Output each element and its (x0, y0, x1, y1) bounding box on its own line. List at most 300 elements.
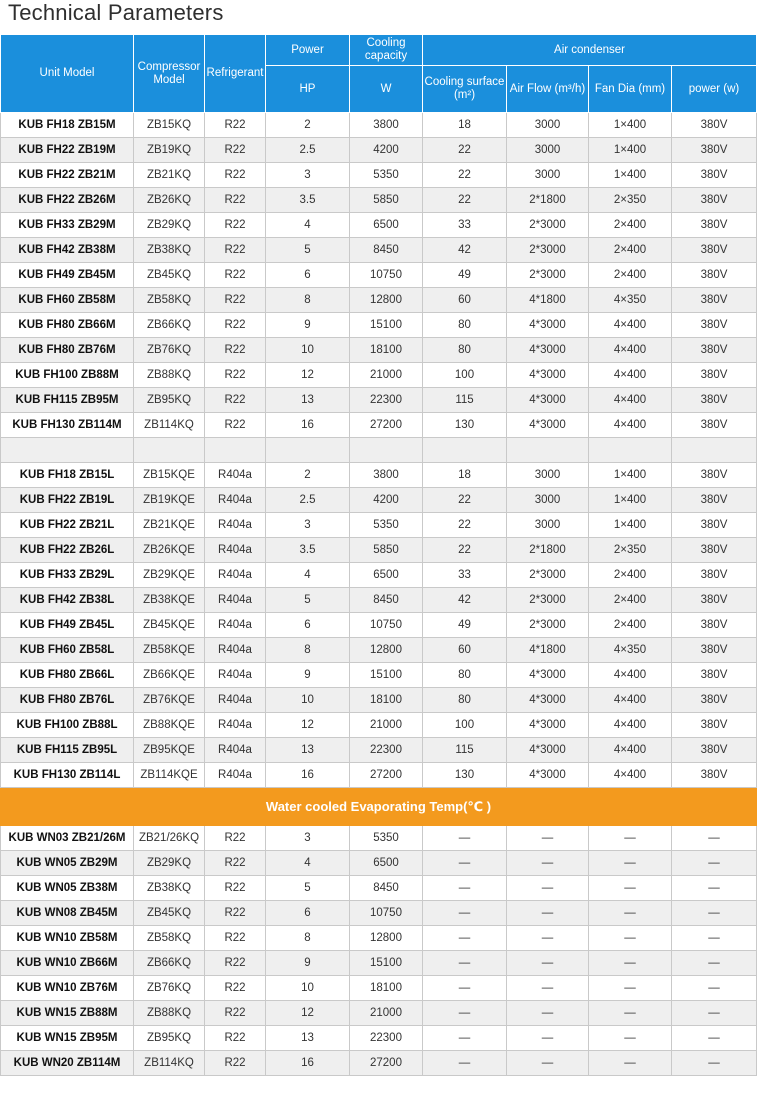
spacer-cell (205, 438, 266, 463)
table-row (1, 338, 757, 363)
cell-power-voltage: 380V (672, 763, 757, 788)
cell-fan-dia: — (589, 876, 672, 901)
cell-refrigerant: R22 (205, 1001, 266, 1026)
cell-compressor-model: ZB38KQ (134, 876, 205, 901)
cell-unit-model: KUB FH115 ZB95M (1, 388, 134, 413)
cell-power-voltage: 380V (672, 138, 757, 163)
section-banner-row (1, 788, 757, 826)
cell-power-hp: 3 (266, 826, 350, 851)
table-row (1, 388, 757, 413)
cell-fan-dia: 4×400 (589, 313, 672, 338)
cell-refrigerant: R22 (205, 163, 266, 188)
cell-power-hp: 4 (266, 563, 350, 588)
cell-air-flow: 3000 (507, 113, 589, 138)
cell-unit-model: KUB FH18 ZB15L (1, 463, 134, 488)
cell-cooling-surface: 49 (423, 263, 507, 288)
technical-parameters-table (0, 34, 757, 1076)
cell-refrigerant: R22 (205, 851, 266, 876)
cell-compressor-model: ZB88KQ (134, 363, 205, 388)
table-row (1, 851, 757, 876)
cell-fan-dia: — (589, 901, 672, 926)
cell-compressor-model: ZB45KQE (134, 613, 205, 638)
header-unit-model: Unit Model (1, 35, 134, 113)
header-fan-dia: Fan Dia (mm) (589, 66, 672, 113)
cell-power-hp: 3.5 (266, 188, 350, 213)
cell-fan-dia: 1×400 (589, 163, 672, 188)
cell-refrigerant: R404a (205, 613, 266, 638)
cell-power-hp: 3.5 (266, 538, 350, 563)
cell-power-voltage: 380V (672, 563, 757, 588)
page-title: Technical Parameters (8, 0, 224, 25)
cell-air-flow: 2*3000 (507, 563, 589, 588)
cell-cooling-capacity-w: 6500 (350, 213, 423, 238)
cell-cooling-capacity-w: 8450 (350, 238, 423, 263)
cell-unit-model: KUB FH22 ZB21L (1, 513, 134, 538)
cell-fan-dia: 1×400 (589, 138, 672, 163)
cell-air-flow: 2*3000 (507, 263, 589, 288)
table-row (1, 413, 757, 438)
cell-power-voltage: 380V (672, 313, 757, 338)
cell-unit-model: KUB FH80 ZB66M (1, 313, 134, 338)
cell-power-voltage: 380V (672, 363, 757, 388)
cell-compressor-model: ZB29KQE (134, 563, 205, 588)
cell-power-hp: 2.5 (266, 488, 350, 513)
spacer-row (1, 438, 757, 463)
cell-unit-model: KUB WN20 ZB114M (1, 1051, 134, 1076)
cell-power-voltage: — (672, 876, 757, 901)
cell-unit-model: KUB FH115 ZB95L (1, 738, 134, 763)
cell-cooling-surface: 18 (423, 113, 507, 138)
cell-cooling-capacity-w: 22300 (350, 738, 423, 763)
table-row (1, 1051, 757, 1076)
cell-power-hp: 16 (266, 413, 350, 438)
cell-fan-dia: 1×400 (589, 513, 672, 538)
table-row (1, 638, 757, 663)
cell-power-voltage: 380V (672, 238, 757, 263)
cell-refrigerant: R404a (205, 638, 266, 663)
cell-power-hp: 8 (266, 288, 350, 313)
cell-cooling-capacity-w: 5350 (350, 163, 423, 188)
cell-compressor-model: ZB66KQ (134, 313, 205, 338)
cell-power-hp: 12 (266, 363, 350, 388)
cell-compressor-model: ZB114KQ (134, 413, 205, 438)
table-row (1, 1026, 757, 1051)
cell-cooling-surface: 22 (423, 163, 507, 188)
cell-refrigerant: R404a (205, 688, 266, 713)
cell-refrigerant: R404a (205, 563, 266, 588)
table-row (1, 238, 757, 263)
cell-power-hp: 13 (266, 1026, 350, 1051)
cell-power-voltage: 380V (672, 588, 757, 613)
table-row (1, 1001, 757, 1026)
cell-cooling-surface: 33 (423, 213, 507, 238)
cell-air-flow: 2*1800 (507, 538, 589, 563)
table-row (1, 738, 757, 763)
cell-refrigerant: R22 (205, 288, 266, 313)
cell-power-voltage: 380V (672, 213, 757, 238)
cell-air-flow: 3000 (507, 138, 589, 163)
cell-compressor-model: ZB58KQ (134, 926, 205, 951)
cell-power-hp: 9 (266, 951, 350, 976)
cell-unit-model: KUB FH60 ZB58M (1, 288, 134, 313)
cell-air-flow: 3000 (507, 513, 589, 538)
cell-power-hp: 13 (266, 388, 350, 413)
cell-cooling-surface: 115 (423, 388, 507, 413)
cell-air-flow: 4*3000 (507, 363, 589, 388)
cell-cooling-capacity-w: 10750 (350, 901, 423, 926)
cell-power-hp: 10 (266, 688, 350, 713)
table-row (1, 563, 757, 588)
cell-refrigerant: R22 (205, 413, 266, 438)
cell-cooling-capacity-w: 27200 (350, 1051, 423, 1076)
table-row (1, 763, 757, 788)
cell-fan-dia: — (589, 826, 672, 851)
table-row (1, 488, 757, 513)
cell-power-hp: 4 (266, 851, 350, 876)
cell-fan-dia: 4×400 (589, 413, 672, 438)
cell-refrigerant: R22 (205, 213, 266, 238)
table-body (1, 113, 757, 1076)
table-row (1, 951, 757, 976)
cell-unit-model: KUB FH22 ZB26L (1, 538, 134, 563)
cell-power-voltage: 380V (672, 513, 757, 538)
cell-refrigerant: R404a (205, 538, 266, 563)
cell-fan-dia: 4×400 (589, 688, 672, 713)
cell-air-flow: — (507, 1026, 589, 1051)
cell-air-flow: 3000 (507, 463, 589, 488)
cell-power-hp: 6 (266, 613, 350, 638)
header-cooling-capacity: Cooling capacity (350, 35, 423, 66)
table-row (1, 926, 757, 951)
cell-unit-model: KUB FH80 ZB76L (1, 688, 134, 713)
cell-unit-model: KUB FH22 ZB26M (1, 188, 134, 213)
cell-refrigerant: R22 (205, 363, 266, 388)
cell-fan-dia: 4×400 (589, 763, 672, 788)
cell-air-flow: — (507, 851, 589, 876)
cell-fan-dia: — (589, 1051, 672, 1076)
cell-cooling-capacity-w: 4200 (350, 138, 423, 163)
table-row (1, 663, 757, 688)
cell-refrigerant: R22 (205, 976, 266, 1001)
cell-cooling-surface: — (423, 951, 507, 976)
cell-compressor-model: ZB76KQ (134, 338, 205, 363)
cell-unit-model: KUB FH49 ZB45L (1, 613, 134, 638)
table-row (1, 163, 757, 188)
cell-power-voltage: 380V (672, 288, 757, 313)
table-row (1, 688, 757, 713)
cell-air-flow: 2*3000 (507, 588, 589, 613)
cell-power-hp: 6 (266, 263, 350, 288)
section-banner: Water cooled Evaporating Temp(℃ ) (1, 788, 757, 826)
table-row (1, 213, 757, 238)
cell-refrigerant: R22 (205, 1051, 266, 1076)
cell-power-voltage: 380V (672, 613, 757, 638)
cell-compressor-model: ZB88KQ (134, 1001, 205, 1026)
cell-cooling-surface: — (423, 1051, 507, 1076)
cell-cooling-surface: 22 (423, 488, 507, 513)
header-refrigerant: Refrigerant (205, 35, 266, 113)
cell-air-flow: 4*3000 (507, 663, 589, 688)
table-row (1, 513, 757, 538)
cell-air-flow: 2*3000 (507, 613, 589, 638)
cell-compressor-model: ZB19KQE (134, 488, 205, 513)
spacer-cell (589, 438, 672, 463)
cell-power-voltage: 380V (672, 488, 757, 513)
cell-cooling-capacity-w: 15100 (350, 951, 423, 976)
cell-unit-model: KUB WN05 ZB38M (1, 876, 134, 901)
cell-compressor-model: ZB45KQ (134, 263, 205, 288)
cell-air-flow: — (507, 951, 589, 976)
header-power: Power (266, 35, 350, 66)
cell-cooling-surface: 115 (423, 738, 507, 763)
cell-compressor-model: ZB95KQE (134, 738, 205, 763)
cell-fan-dia: — (589, 1001, 672, 1026)
cell-compressor-model: ZB29KQ (134, 851, 205, 876)
cell-cooling-surface: 42 (423, 588, 507, 613)
cell-unit-model: KUB FH42 ZB38M (1, 238, 134, 263)
cell-power-voltage: — (672, 926, 757, 951)
cell-refrigerant: R404a (205, 488, 266, 513)
cell-cooling-surface: 33 (423, 563, 507, 588)
cell-air-flow: 4*3000 (507, 688, 589, 713)
cell-refrigerant: R404a (205, 763, 266, 788)
cell-fan-dia: 4×400 (589, 363, 672, 388)
cell-power-hp: 10 (266, 976, 350, 1001)
cell-air-flow: 4*1800 (507, 288, 589, 313)
cell-cooling-capacity-w: 5850 (350, 538, 423, 563)
cell-power-hp: 9 (266, 313, 350, 338)
table-row (1, 588, 757, 613)
cell-fan-dia: 1×400 (589, 488, 672, 513)
cell-refrigerant: R404a (205, 463, 266, 488)
cell-refrigerant: R22 (205, 138, 266, 163)
cell-power-voltage: — (672, 1051, 757, 1076)
cell-compressor-model: ZB114KQ (134, 1051, 205, 1076)
cell-refrigerant: R22 (205, 188, 266, 213)
cell-compressor-model: ZB26KQE (134, 538, 205, 563)
cell-cooling-capacity-w: 21000 (350, 1001, 423, 1026)
cell-fan-dia: 4×350 (589, 638, 672, 663)
spacer-cell (350, 438, 423, 463)
cell-compressor-model: ZB58KQE (134, 638, 205, 663)
cell-refrigerant: R22 (205, 876, 266, 901)
cell-unit-model: KUB WN08 ZB45M (1, 901, 134, 926)
cell-power-hp: 9 (266, 663, 350, 688)
cell-power-voltage: — (672, 976, 757, 1001)
cell-refrigerant: R404a (205, 663, 266, 688)
cell-power-hp: 8 (266, 638, 350, 663)
cell-refrigerant: R404a (205, 738, 266, 763)
cell-fan-dia: 2×400 (589, 563, 672, 588)
spacer-cell (423, 438, 507, 463)
cell-cooling-capacity-w: 22300 (350, 1026, 423, 1051)
cell-cooling-capacity-w: 21000 (350, 363, 423, 388)
cell-power-voltage: — (672, 851, 757, 876)
cell-cooling-surface: — (423, 1026, 507, 1051)
cell-unit-model: KUB FH22 ZB19M (1, 138, 134, 163)
cell-fan-dia: 1×400 (589, 463, 672, 488)
cell-fan-dia: 2×350 (589, 538, 672, 563)
cell-unit-model: KUB FH33 ZB29M (1, 213, 134, 238)
cell-power-voltage: 380V (672, 538, 757, 563)
cell-power-hp: 5 (266, 238, 350, 263)
cell-air-flow: 3000 (507, 488, 589, 513)
cell-cooling-surface: 80 (423, 688, 507, 713)
cell-power-voltage: — (672, 951, 757, 976)
cell-power-voltage: 380V (672, 663, 757, 688)
cell-refrigerant: R22 (205, 113, 266, 138)
cell-unit-model: KUB WN10 ZB58M (1, 926, 134, 951)
cell-power-hp: 3 (266, 163, 350, 188)
cell-refrigerant: R404a (205, 713, 266, 738)
cell-cooling-surface: — (423, 1001, 507, 1026)
cell-air-flow: 4*1800 (507, 638, 589, 663)
cell-air-flow: — (507, 976, 589, 1001)
cell-air-flow: 4*3000 (507, 338, 589, 363)
cell-unit-model: KUB FH18 ZB15M (1, 113, 134, 138)
cell-cooling-surface: 130 (423, 413, 507, 438)
cell-cooling-capacity-w: 27200 (350, 763, 423, 788)
cell-compressor-model: ZB66KQ (134, 951, 205, 976)
cell-unit-model: KUB FH49 ZB45M (1, 263, 134, 288)
cell-cooling-capacity-w: 8450 (350, 876, 423, 901)
cell-power-hp: 4 (266, 213, 350, 238)
cell-cooling-capacity-w: 22300 (350, 388, 423, 413)
cell-compressor-model: ZB21KQE (134, 513, 205, 538)
header-air-flow: Air Flow (m³/h) (507, 66, 589, 113)
cell-unit-model: KUB FH130 ZB114M (1, 413, 134, 438)
cell-refrigerant: R22 (205, 263, 266, 288)
cell-cooling-capacity-w: 10750 (350, 613, 423, 638)
cell-fan-dia: — (589, 926, 672, 951)
table-row (1, 188, 757, 213)
cell-refrigerant: R22 (205, 901, 266, 926)
cell-compressor-model: ZB88KQE (134, 713, 205, 738)
cell-cooling-capacity-w: 12800 (350, 638, 423, 663)
cell-power-hp: 8 (266, 926, 350, 951)
cell-air-flow: 4*3000 (507, 413, 589, 438)
cell-unit-model: KUB WN15 ZB88M (1, 1001, 134, 1026)
cell-air-flow: — (507, 826, 589, 851)
cell-cooling-surface: 49 (423, 613, 507, 638)
table-row (1, 538, 757, 563)
cell-refrigerant: R22 (205, 238, 266, 263)
cell-power-voltage: 380V (672, 188, 757, 213)
header-power-w: power (w) (672, 66, 757, 113)
cell-cooling-capacity-w: 3800 (350, 463, 423, 488)
cell-fan-dia: 2×400 (589, 213, 672, 238)
cell-fan-dia: — (589, 976, 672, 1001)
cell-compressor-model: ZB29KQ (134, 213, 205, 238)
cell-fan-dia: 4×400 (589, 713, 672, 738)
cell-power-hp: 13 (266, 738, 350, 763)
cell-air-flow: — (507, 1051, 589, 1076)
table-row (1, 976, 757, 1001)
cell-unit-model: KUB WN10 ZB76M (1, 976, 134, 1001)
cell-compressor-model: ZB19KQ (134, 138, 205, 163)
cell-power-voltage: 380V (672, 463, 757, 488)
cell-compressor-model: ZB58KQ (134, 288, 205, 313)
cell-air-flow: — (507, 901, 589, 926)
table-row (1, 613, 757, 638)
cell-cooling-capacity-w: 18100 (350, 688, 423, 713)
cell-compressor-model: ZB15KQ (134, 113, 205, 138)
cell-cooling-capacity-w: 10750 (350, 263, 423, 288)
cell-unit-model: KUB FH33 ZB29L (1, 563, 134, 588)
spacer-cell (1, 438, 134, 463)
cell-fan-dia: 2×350 (589, 188, 672, 213)
cell-fan-dia: 2×400 (589, 238, 672, 263)
cell-cooling-capacity-w: 27200 (350, 413, 423, 438)
cell-fan-dia: 2×400 (589, 263, 672, 288)
table-row (1, 463, 757, 488)
cell-cooling-surface: 22 (423, 538, 507, 563)
cell-air-flow: 2*3000 (507, 213, 589, 238)
table-row (1, 876, 757, 901)
cell-power-voltage: 380V (672, 688, 757, 713)
cell-refrigerant: R22 (205, 388, 266, 413)
cell-unit-model: KUB WN10 ZB66M (1, 951, 134, 976)
cell-compressor-model: ZB76KQE (134, 688, 205, 713)
cell-compressor-model: ZB26KQ (134, 188, 205, 213)
spacer-cell (507, 438, 589, 463)
cell-refrigerant: R22 (205, 826, 266, 851)
table-row (1, 713, 757, 738)
table-row (1, 901, 757, 926)
cell-power-voltage: — (672, 826, 757, 851)
cell-cooling-surface: 80 (423, 313, 507, 338)
cell-power-voltage: 380V (672, 113, 757, 138)
cell-fan-dia: 2×400 (589, 588, 672, 613)
cell-air-flow: 2*3000 (507, 238, 589, 263)
cell-compressor-model: ZB15KQE (134, 463, 205, 488)
cell-cooling-capacity-w: 12800 (350, 288, 423, 313)
cell-cooling-capacity-w: 3800 (350, 113, 423, 138)
cell-power-voltage: 380V (672, 413, 757, 438)
cell-cooling-surface: 18 (423, 463, 507, 488)
cell-power-hp: 5 (266, 588, 350, 613)
cell-cooling-surface: — (423, 926, 507, 951)
cell-unit-model: KUB FH22 ZB19L (1, 488, 134, 513)
cell-cooling-capacity-w: 5850 (350, 188, 423, 213)
cell-unit-model: KUB FH100 ZB88L (1, 713, 134, 738)
cell-power-voltage: 380V (672, 163, 757, 188)
cell-unit-model: KUB FH60 ZB58L (1, 638, 134, 663)
cell-fan-dia: — (589, 951, 672, 976)
cell-refrigerant: R22 (205, 1026, 266, 1051)
table-row (1, 288, 757, 313)
cell-cooling-capacity-w: 15100 (350, 663, 423, 688)
cell-air-flow: 4*3000 (507, 738, 589, 763)
cell-unit-model: KUB WN05 ZB29M (1, 851, 134, 876)
cell-compressor-model: ZB38KQE (134, 588, 205, 613)
cell-compressor-model: ZB21KQ (134, 163, 205, 188)
cell-power-voltage: 380V (672, 388, 757, 413)
cell-power-hp: 10 (266, 338, 350, 363)
cell-cooling-capacity-w: 5350 (350, 513, 423, 538)
cell-refrigerant: R404a (205, 513, 266, 538)
cell-power-voltage: — (672, 901, 757, 926)
cell-cooling-capacity-w: 4200 (350, 488, 423, 513)
header-cooling-surface: Cooling surface (m²) (423, 66, 507, 113)
cell-unit-model: KUB FH130 ZB114L (1, 763, 134, 788)
cell-fan-dia: 1×400 (589, 113, 672, 138)
cell-power-hp: 2 (266, 463, 350, 488)
cell-cooling-surface: 42 (423, 238, 507, 263)
cell-power-voltage: 380V (672, 638, 757, 663)
cell-power-voltage: — (672, 1001, 757, 1026)
cell-air-flow: 4*3000 (507, 713, 589, 738)
